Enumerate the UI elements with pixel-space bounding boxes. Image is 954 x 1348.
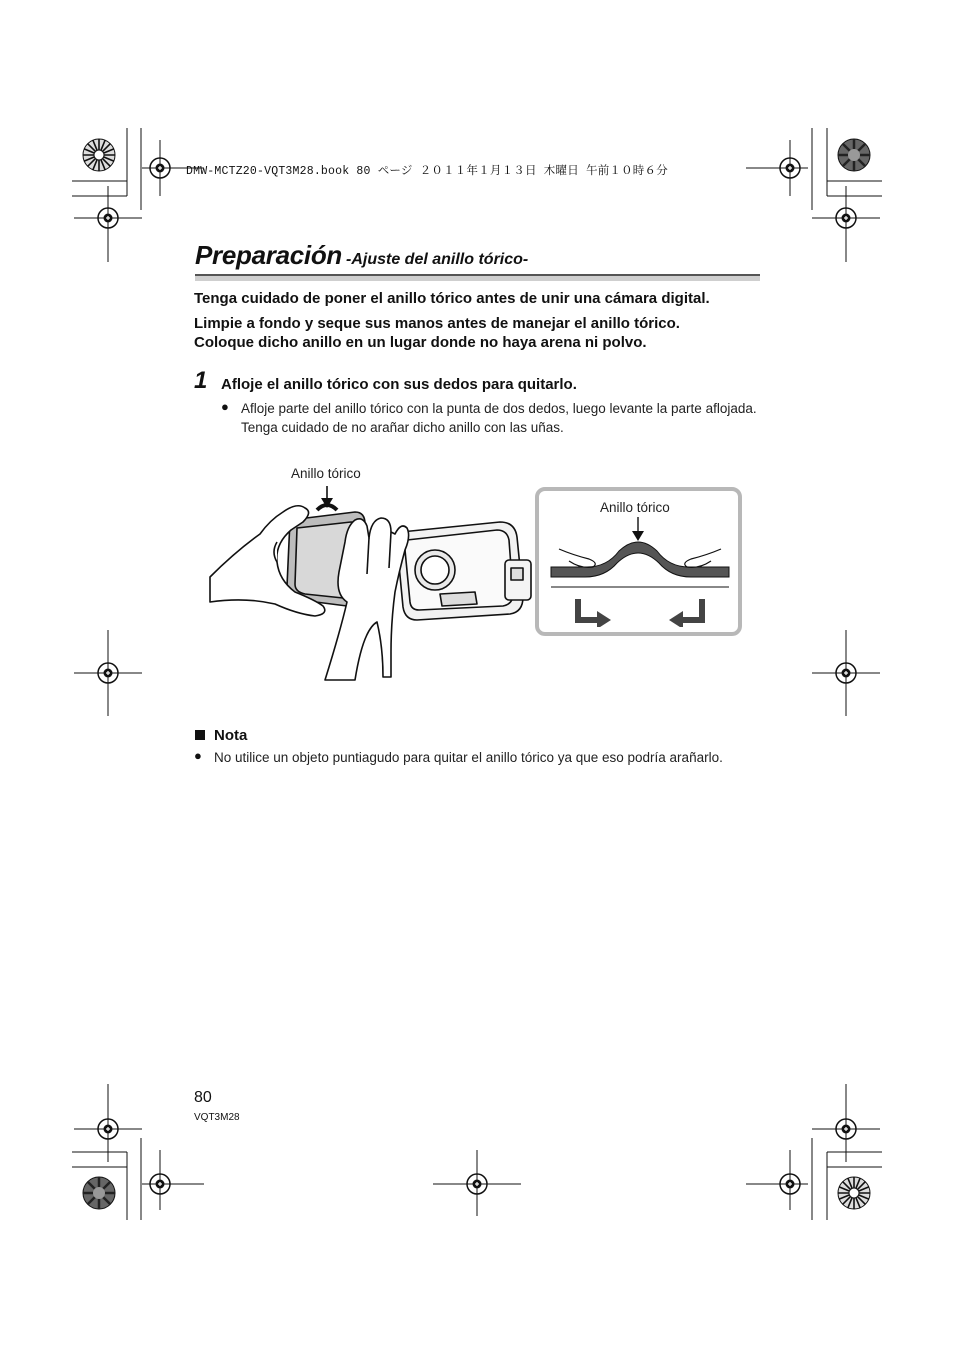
bullet-icon: ● bbox=[194, 748, 202, 763]
step-number: 1 bbox=[194, 367, 208, 394]
step-title: Afloje el anillo tórico con sus dedos para quitarlo. bbox=[221, 376, 577, 393]
section-title: Preparación bbox=[195, 240, 342, 270]
warning-2: Limpie a fondo y seque sus manos antes de manejar el anillo tórico. bbox=[194, 315, 680, 332]
title-rule bbox=[195, 274, 760, 281]
warning-1: Tenga cuidado de poner el anillo tórico antes de unir una cámara digital. bbox=[194, 290, 710, 307]
inset-label-oring: Anillo tórico bbox=[600, 500, 670, 515]
note-bullet-text: No utilice un objeto puntiagudo para quitar el anillo tórico ya que eso podría arañarlo. bbox=[214, 750, 723, 765]
note-square-icon bbox=[195, 730, 205, 740]
bullet-icon: ● bbox=[221, 399, 229, 414]
document-code: VQT3M28 bbox=[194, 1112, 240, 1123]
section-subtitle: -Ajuste del anillo tórico- bbox=[346, 251, 529, 268]
inset-diagram bbox=[545, 515, 735, 627]
figure-label-oring: Anillo tórico bbox=[291, 466, 361, 481]
housing-illustration bbox=[205, 482, 535, 682]
page-title bbox=[195, 240, 528, 271]
warning-3: Coloque dicho anillo en un lugar donde no haya arena ni polvo. bbox=[194, 334, 647, 351]
step-bullet-text: Afloje parte del anillo tórico con la punta de dos dedos, luego levante la parte aflojada. Tenga cuidado de no arañar dicho anillo con las uñas. bbox=[241, 401, 757, 435]
book-file-header: DMW-MCTZ20-VQT3M28.book 80 ページ ２０１１年１月１３日 木曜日 午前１０時６分 bbox=[186, 165, 668, 178]
page-number: 80 bbox=[194, 1089, 212, 1106]
note-title: Nota bbox=[214, 727, 248, 744]
